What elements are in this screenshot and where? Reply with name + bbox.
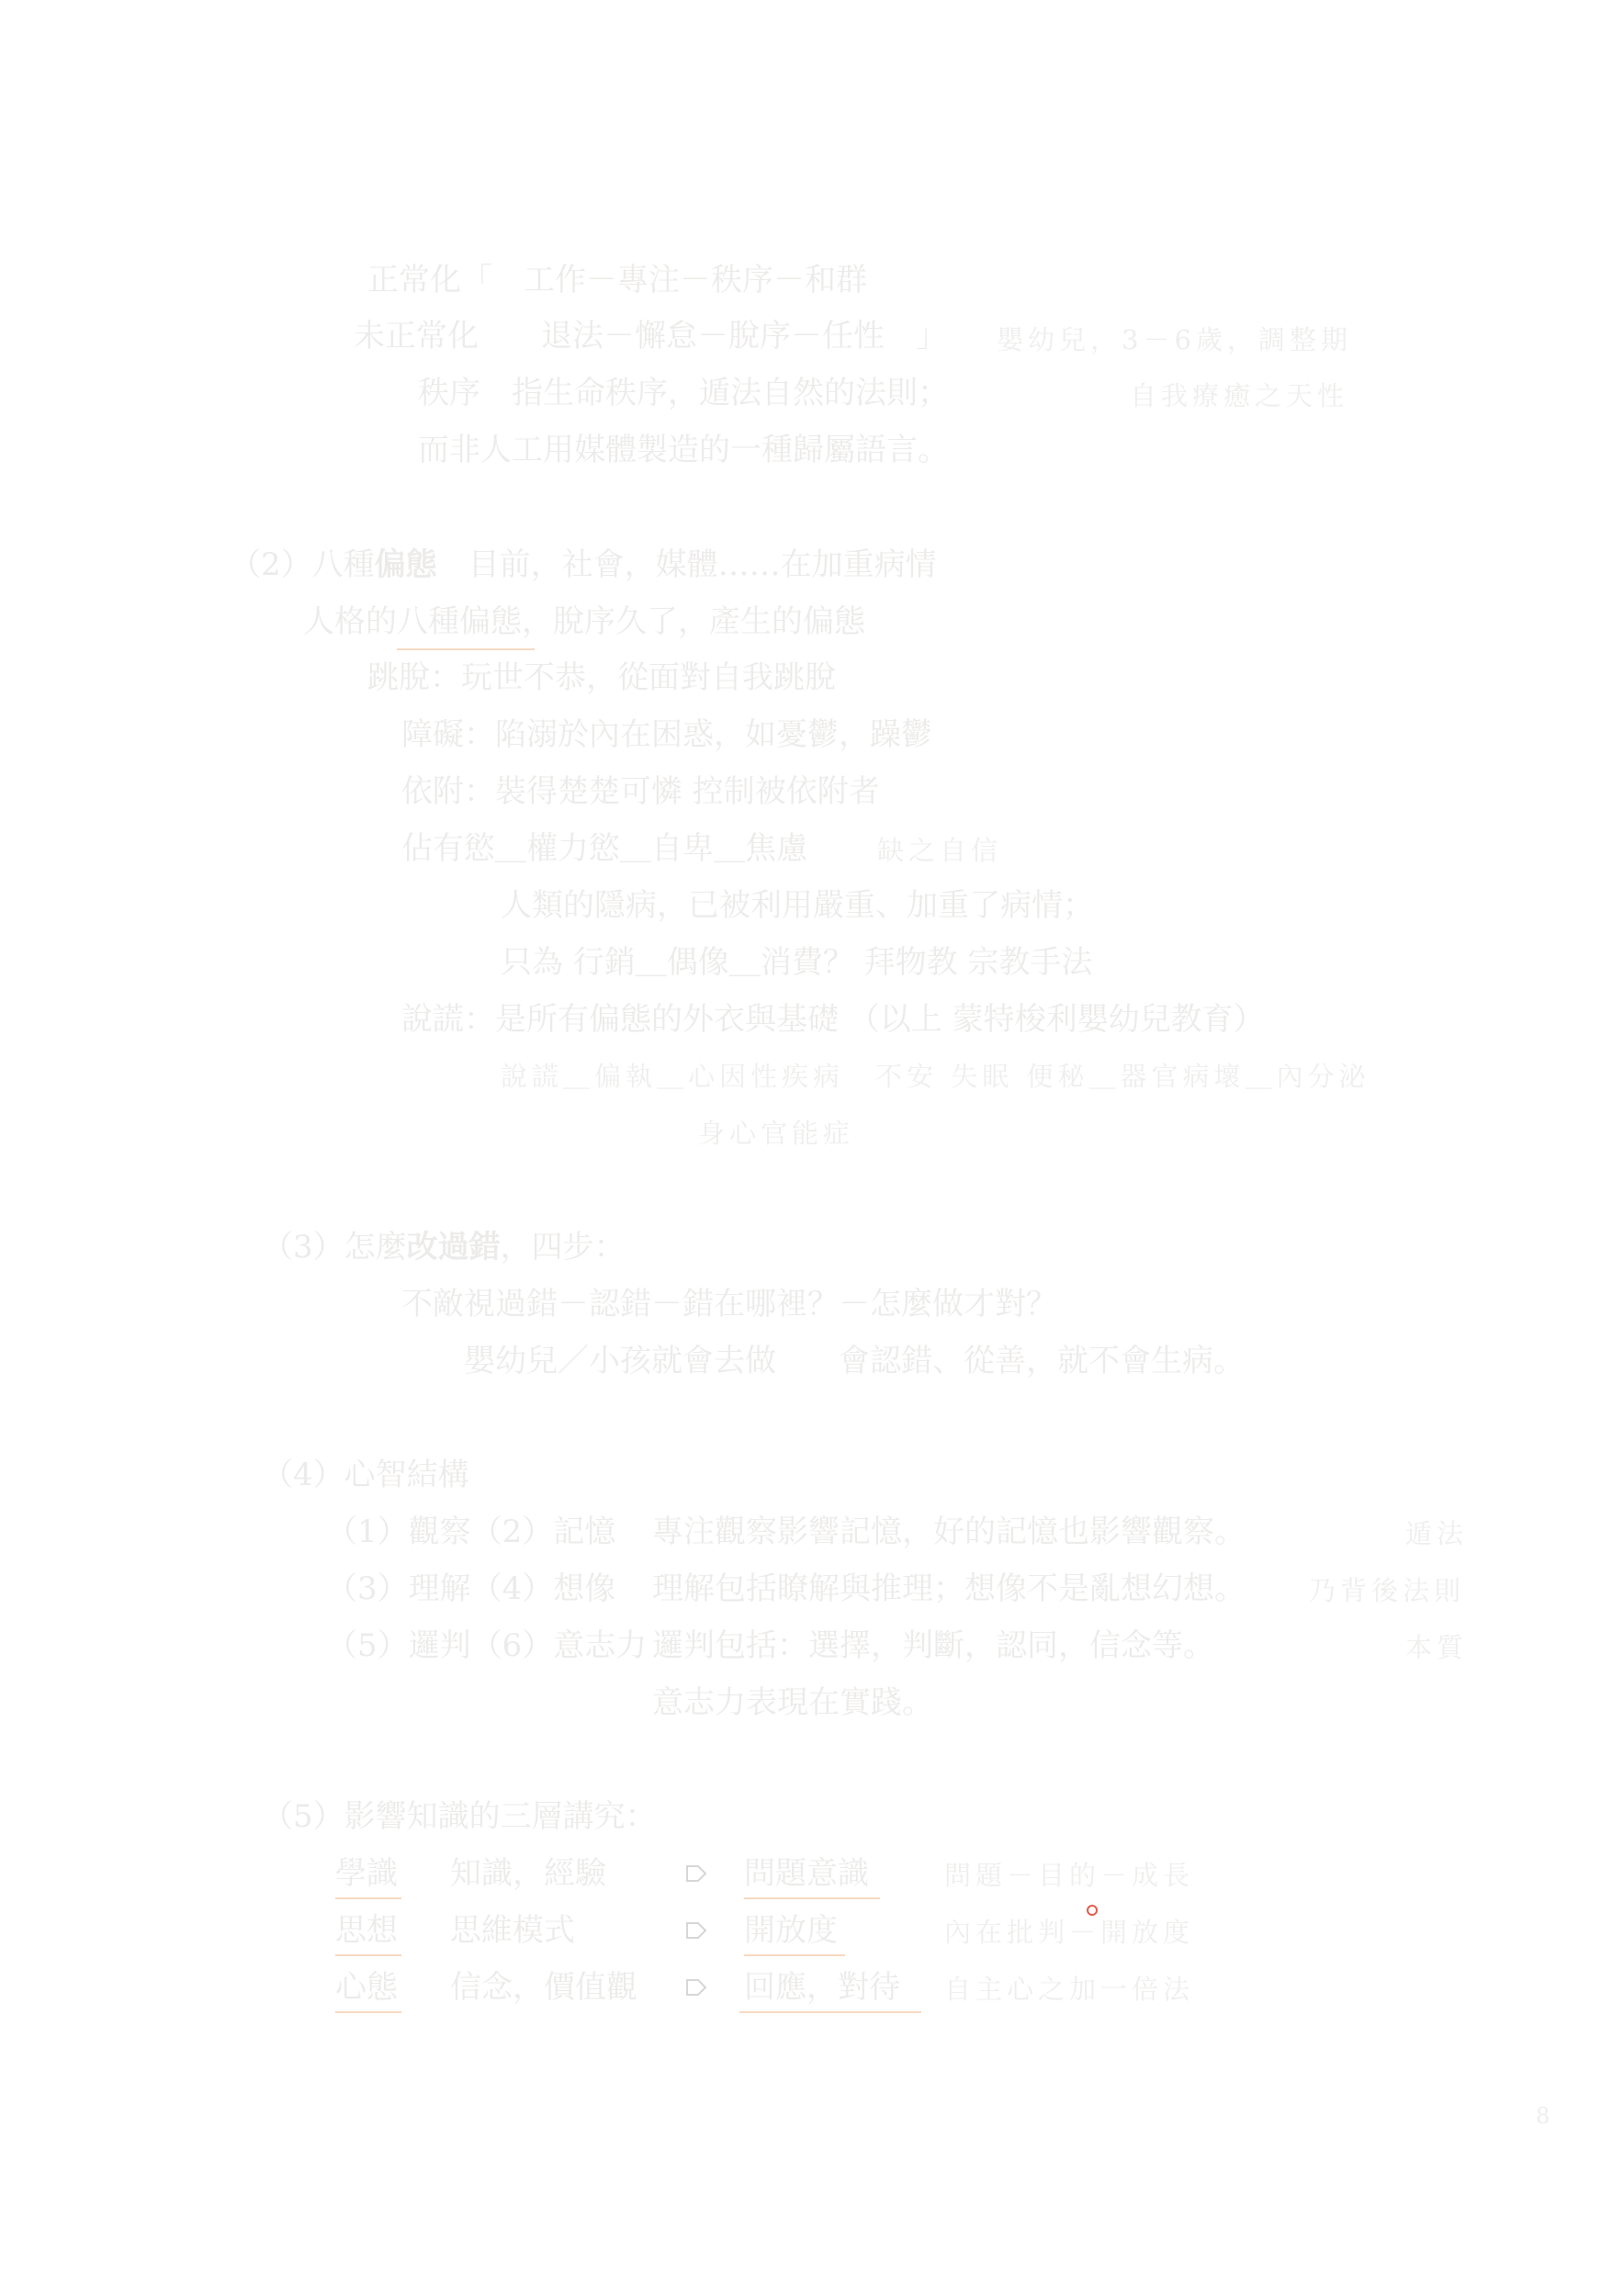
section-2-heading-bold: 偏態 (374, 546, 437, 583)
section-4-row-2-mid: 理解包括瞭解與推理；想像不是亂想幻想。 (652, 1570, 1246, 1607)
section-2-sub-2: 人類的隱病，已被利用嚴重、加重了病情； (501, 887, 1094, 924)
underline-row-3-col-c (739, 2011, 921, 2013)
section-2-sub-3: 只為 行銷＿偶像＿消費？ 拜物教 宗教手法 (501, 944, 1093, 981)
section-3-line-2: 嬰幼兒／小孩就會去做 會認錯、從善，就不會生病。 (464, 1343, 1245, 1379)
section-4-row-1-left: （1）觀察（2）記憶 (326, 1514, 616, 1550)
section-5-heading: （5）影響知識的三層講究： (262, 1798, 657, 1835)
section-2-heading-rest: 目前，社會，媒體……在加重病情 (436, 546, 937, 583)
intro-line-3-note: 自我療癒之天性 (1130, 380, 1349, 411)
underline-row-2-col-c (744, 1954, 845, 1956)
section-2-item-2: 障礙：陷溺於內在困惑，如憂鬱，躁鬱 (401, 716, 932, 753)
section-5-row-3-col-b: 信念，價值觀 (450, 1969, 637, 2006)
section-4-row-2-left: （3）理解（4）想像 (326, 1570, 616, 1607)
section-2-item-4-note: 缺之自信 (877, 835, 1003, 866)
section-5-row-3-col-d: 自主心之加一倍法 (944, 1974, 1195, 2005)
arrow-right-icon (685, 1919, 709, 1941)
section-2-item-1: 跳脫：玩世不恭，從面對自我跳脫 (367, 659, 836, 696)
arrow-right-icon (685, 1863, 709, 1885)
section-5-row-2-col-d: 內在批判－開放度 (944, 1917, 1195, 1948)
section-4-row-1-mid: 專注觀察影響記憶，好的記憶也影響觀察。 (652, 1514, 1246, 1550)
section-4-last: 意志力表現在實踐。 (652, 1684, 933, 1721)
section-5-row-2-col-a: 思想 (335, 1912, 398, 1949)
section-2-heading-prefix: （2）八種 (230, 546, 375, 583)
intro-line-4: 而非人工用媒體製造的一種歸屬語言。 (418, 432, 949, 468)
section-5-row-1-col-c: 問題意識 (744, 1855, 869, 1892)
section-4-heading: （4）心智結構 (262, 1457, 469, 1493)
section-3-heading (262, 1229, 626, 1266)
intro-line-2: 未正常化 退法－懈怠－脫序－任性 」 (354, 318, 947, 355)
underline-eight-biases (397, 648, 535, 650)
section-5-row-3-col-a: 心態 (335, 1969, 398, 2006)
intro-line-3: 秩序 指生命秩序，遁法自然的法則； (418, 375, 949, 411)
section-2-lie-note: 說謊＿偏執＿心因性疾病 不安 失眠 便秘＿器官病壞＿內分泌 (501, 1061, 1370, 1092)
section-2-item-4: 佔有慾＿權力慾＿自卑＿焦慮 (401, 830, 807, 867)
intro-line-2-note: 嬰幼兒，3－6歲，調整期 (997, 324, 1352, 355)
section-5-row-1-col-b: 知識，經驗 (450, 1855, 606, 1892)
page-number: 8 (1536, 2103, 1551, 2129)
section-5-row-3-col-c: 回應，對待 (744, 1969, 900, 2006)
section-2-lie-note-2: 身心官能症 (698, 1118, 855, 1149)
section-4-row-3-left: （5）邏判（6）意志力 (326, 1627, 648, 1664)
section-3-heading-bold: 改過錯 (406, 1229, 501, 1266)
underline-row-3-col-a (335, 2011, 401, 2013)
section-2-heading (230, 546, 937, 583)
intro-line-1: 正常化「 工作－專注－秩序－和群 (367, 262, 867, 298)
section-2-lie: 說謊：是所有偏態的外衣與基礎 （以上 蒙特梭利嬰幼兒教育） (401, 1001, 1265, 1038)
arrow-right-icon (685, 1976, 709, 1998)
underline-row-1-col-a (335, 1897, 401, 1899)
section-5-row-2-col-b: 思維模式 (450, 1912, 575, 1949)
underline-row-2-col-a (335, 1954, 401, 1956)
section-2-subheading: 人格的八種偏態，脫序久了，產生的偏態 (303, 603, 865, 640)
section-5-row-2-col-c: 開放度 (744, 1912, 838, 1949)
section-3-heading-prefix: （3）怎麼 (262, 1229, 407, 1266)
section-4-row-3-mid: 邏判包括：選擇，判斷，認同，信念等。 (652, 1627, 1214, 1664)
red-dot-mark (1087, 1905, 1098, 1916)
section-4-row-2-right: 乃背後法則 (1309, 1575, 1466, 1606)
section-3-line-1: 不敵視過錯－認錯－錯在哪裡？－怎麼做才對？ (401, 1286, 1057, 1322)
underline-row-1-col-c (744, 1897, 880, 1899)
section-5-row-1-col-a: 學識 (335, 1855, 398, 1892)
section-4-row-3-right: 本質 (1405, 1632, 1469, 1663)
section-2-item-3: 依附：裝得楚楚可憐 控制被依附者 (401, 773, 880, 810)
section-4-row-1-right: 遁法 (1405, 1518, 1469, 1549)
section-5-row-1-col-d: 問題－目的－成長 (944, 1860, 1195, 1891)
section-3-heading-rest: ，四步： (500, 1229, 626, 1266)
